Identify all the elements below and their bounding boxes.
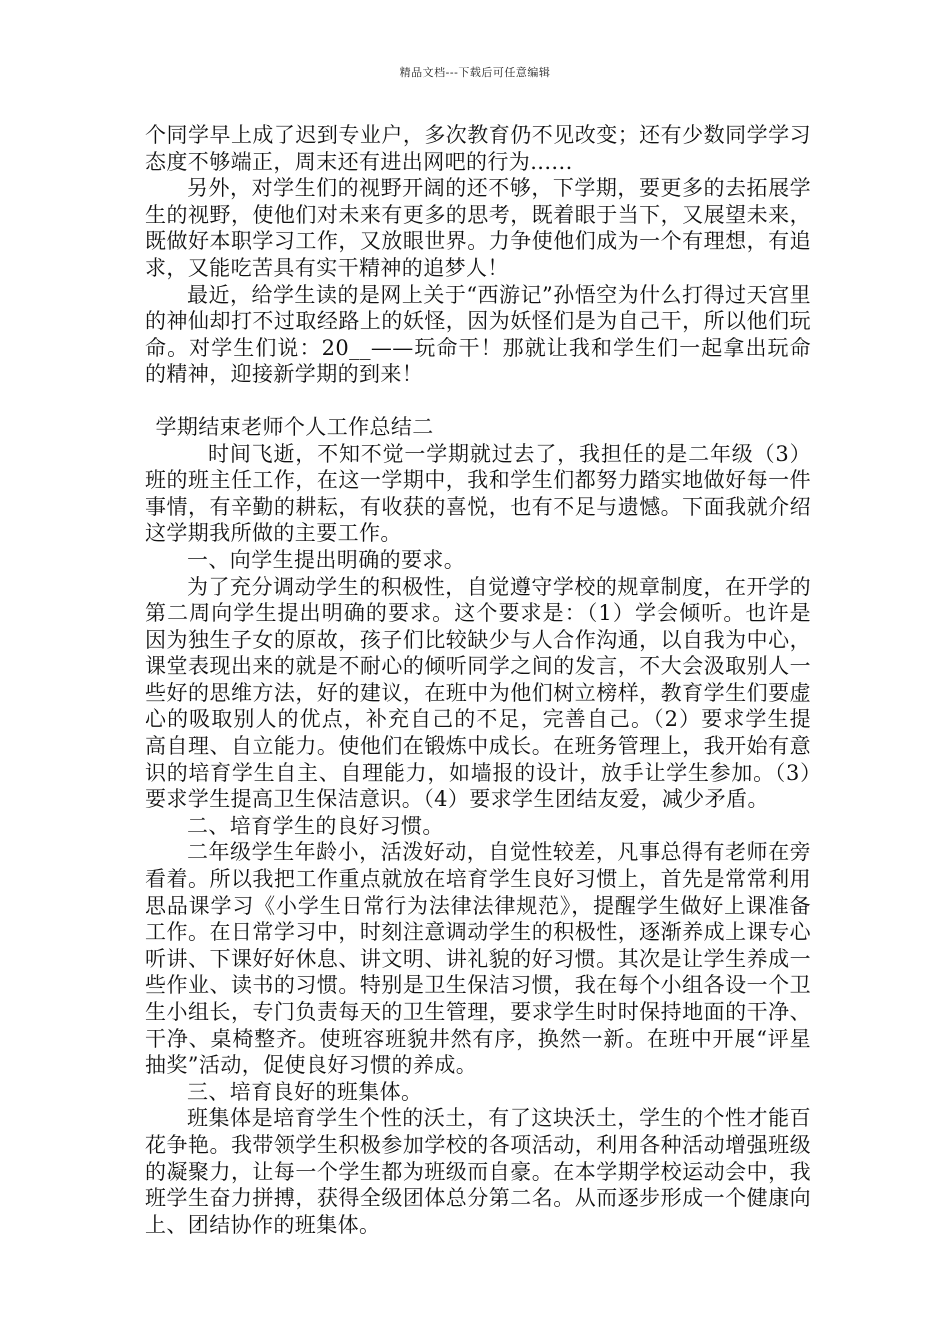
paragraph-continuation: 个同学早上成了迟到专业户，多次教育仍不见改变；还有少数同学学习态度不够端正，周末还有进出网吧的行为...... xyxy=(145,123,811,174)
paragraph-intro: 时间飞逝，不知不觉一学期就过去了，我担任的是二年级（3）班的班主任工作，在这一学期中，我和学生们都努力踏实地做好每一件事情，有辛勤的耕耘，有收获的喜悦，也有不足与遗憾。下面我就介绍这学期我所做的主要工作。 xyxy=(145,441,811,546)
section-title: 学期结束老师个人工作总结二 xyxy=(155,414,434,439)
document-body xyxy=(145,122,811,1238)
paragraph-journey-west: 最近，给学生读的是网上关于“西游记”孙悟空为什么打得过天宫里的神仙却打不过取经路上的妖怪，因为妖怪们是为自己干，所以他们玩命。对学生们说：20__——玩命干！那就让我和学生们一起拿出玩命的精神，迎接新学期的到来！ xyxy=(145,282,811,387)
paragraph-requirements: 为了充分调动学生的积极性，自觉遵守学校的规章制度，在开学的第二周向学生提出明确的要求。这个要求是：（1）学会倾听。也许是因为独生子女的原故，孩子们比较缺少与人合作沟通，以自我为中心，课堂表现出来的就是不耐心的倾听同学之间的发言，不大会汲取别人一些好的思维方法，好的建议，在班中为他们树立榜样，教育学生们要虚心的吸取别人的优点，补充自己的不足，完善自己。（2）要求学生提高自理、自立能力。使他们在锻炼中成长。在班务管理上，我开始有意识的培育学生自主、自理能力，如墙报的设计，放手让学生参加。（3）要求学生提高卫生保洁意识。（4）要求学生团结友爱，减少矛盾。 xyxy=(145,574,811,812)
heading-requirements: 一、向学生提出明确的要求。 xyxy=(187,547,466,572)
heading-habits: 二、培育学生的良好习惯。 xyxy=(187,813,444,838)
page-header-watermark: 精品文档---下载后可任意编辑 xyxy=(399,66,551,79)
paragraph-horizons: 另外，对学生们的视野开阔的还不够，下学期，要更多的去拓展学生的视野，使他们对未来有更多的思考，既着眼于当下，又展望未来，既做好本职学习工作，又放眼世界。力争使他们成为一个有理想，有追求，又能吃苦具有实干精神的追梦人！ xyxy=(145,176,811,280)
section-spacer xyxy=(145,388,811,414)
heading-class-collective: 三、培育良好的班集体。 xyxy=(187,1079,423,1104)
paragraph-habits: 二年级学生年龄小，活泼好动，自觉性较差，凡事总得有老师在旁看着。所以我把工作重点就放在培育学生良好习惯上，首先是常常利用思品课学习《小学生日常行为法律法律规范》，提醒学生做好上课准备工作。在日常学习中，时刻注意调动学生的积极性，逐渐养成上课专心听讲、下课好好休息、讲文明、讲礼貌的好习惯。其次是让学生养成一些作业、读书的习惯。特别是卫生保洁习惯，我在每个小组各设一个卫生小组长，专门负责每天的卫生管理，要求学生时时保持地面的干净、干净、桌椅整齐。使班容班貌井然有序，换然一新。在班中开展“评星抽奖”活动，促使良好习惯的养成。 xyxy=(145,840,811,1078)
paragraph-class-collective: 班集体是培育学生个性的沃土，有了这块沃土，学生的个性才能百花争艳。我带领学生积极参加学校的各项活动，利用各种活动增强班级的凝聚力，让每一个学生都为班级而自豪。在本学期学校运动会中，我班学生奋力拼搏，获得全级团体总分第二名。从而逐步形成一个健康向上、团结协作的班集体。 xyxy=(145,1106,811,1237)
